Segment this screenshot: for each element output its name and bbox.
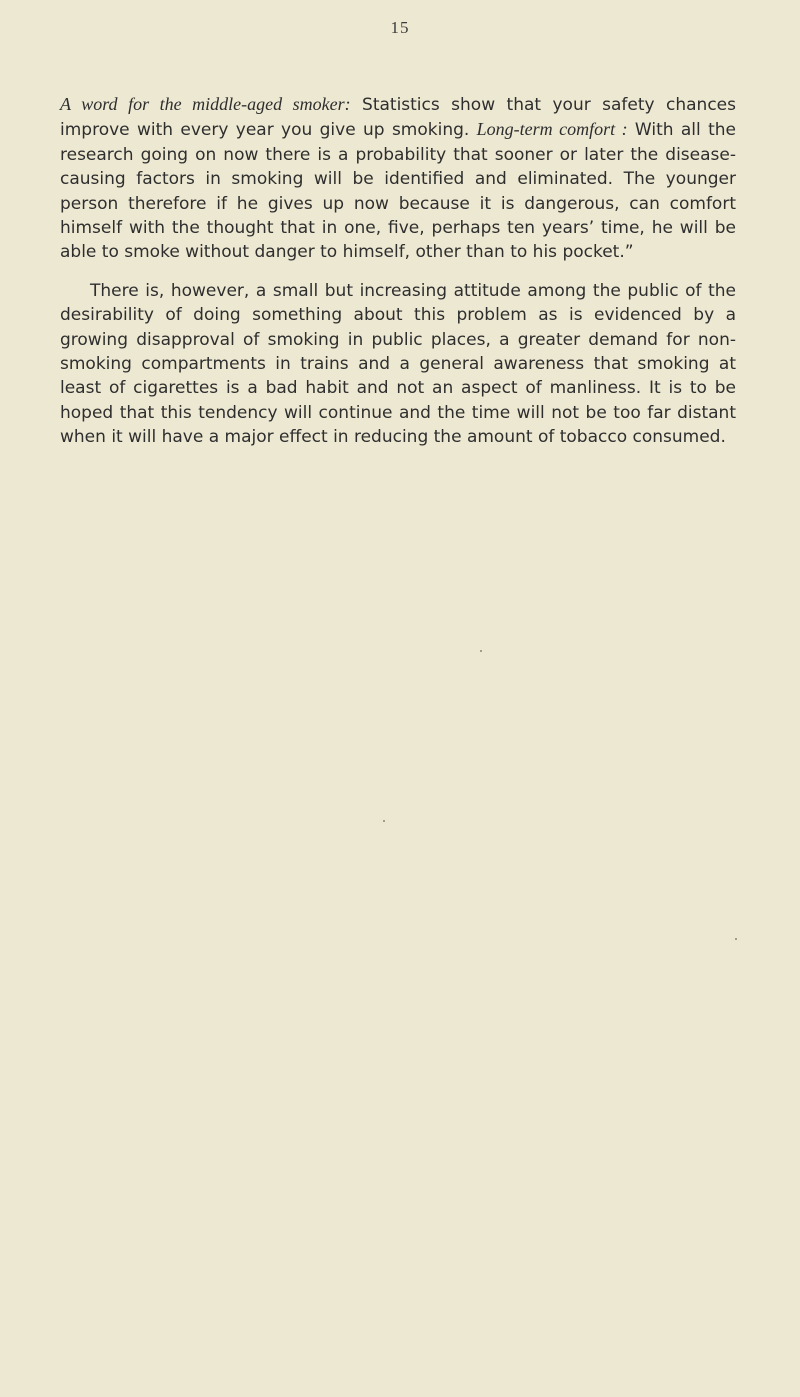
paper-speck <box>480 650 482 652</box>
paragraph-1-text-a: Statistics show that your safety chances improve with every year you give up smoking. <box>60 95 736 141</box>
body-text <box>60 92 736 450</box>
paragraph-1-heading-long-term: Long-term comfort : <box>476 119 628 140</box>
page-number: 15 <box>390 18 410 37</box>
paragraph-1-text-b: With all the research going on now there is a probability that sooner or later the disease-causing factors in smoking will be identified and eliminated. The younger person therefore if he gives up now because it is dangerous, can comfort himself with the thought that in one, five, perhaps ten years’ time, he will be able to smoke without danger to himself, other than to his pocket.” <box>60 120 736 263</box>
paragraph-1-heading-middle-aged: A word for the middle-aged smoker: <box>60 94 351 114</box>
paper-speck <box>383 820 385 822</box>
paragraph-2: There is, however, a small but increasing attitude among the public of the desirability of doing something about this problem as is evidenced by a growing disapproval of smoking in public places, a greater demand for non-smoking compartments in trains and a general awareness that smoking at least of cigarettes is a bad habit and not an aspect of manliness. It is to be hoped that this tendency will continue and the time will not be too far distant when it will have a major effect in reducing the amount of tobacco consumed. <box>60 280 736 448</box>
paragraph-1 <box>60 92 736 265</box>
paper-speck <box>735 938 737 940</box>
